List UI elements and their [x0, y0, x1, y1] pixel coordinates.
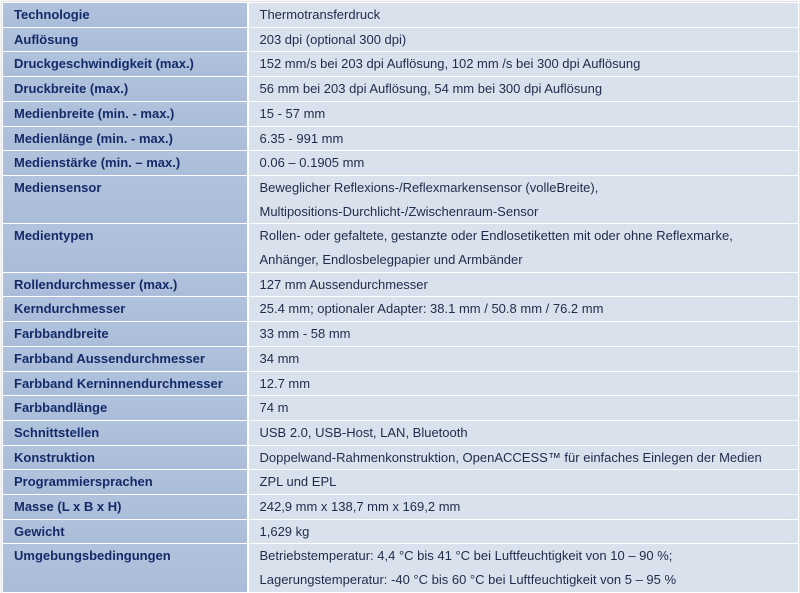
spec-label: Farbband Kerninnendurchmesser [3, 371, 248, 396]
spec-value-line: 33 mm - 58 mm [259, 326, 351, 342]
spec-value-line: 1,629 kg [259, 523, 310, 539]
spec-label: Medienbreite (min. - max.) [3, 101, 248, 126]
table-row [3, 175, 799, 223]
spec-value [248, 519, 799, 544]
table-row [3, 420, 799, 445]
spec-label: Konstruktion [3, 445, 248, 470]
spec-value-line: 6.35 - 991 mm [259, 130, 344, 146]
spec-label: Umgebungsbedingungen [3, 544, 248, 592]
spec-value-line: Betriebstemperatur: 4,4 °C bis 41 °C bei Luftfeuchtigkeit von 10 – 90 %; [259, 548, 673, 564]
spec-value-line: 74 m [259, 400, 289, 416]
spec-value [248, 346, 799, 371]
table-row [3, 495, 799, 520]
spec-value-line: Rollen- oder gefaltete, gestanzte oder Endlosetiketten mit oder ohne Reflexmarke, [259, 228, 733, 244]
spec-value [248, 101, 799, 126]
spec-value [248, 495, 799, 520]
spec-label: Farbbandlänge [3, 396, 248, 421]
spec-value-line: 56 mm bei 203 dpi Auflösung, 54 mm bei 300 dpi Auflösung [259, 81, 603, 97]
spec-label: Programmiersprachen [3, 470, 248, 495]
spec-value-line: Beweglicher Reflexions-/Reflexmarkensensor (volleBreite), [259, 179, 599, 195]
spec-value-line: 127 mm Aussendurchmesser [259, 276, 428, 292]
spec-value [248, 470, 799, 495]
table-row [3, 101, 799, 126]
spec-value [248, 175, 799, 223]
spec-value-line: 203 dpi (optional 300 dpi) [259, 31, 407, 47]
spec-value-line: 15 - 57 mm [259, 105, 326, 121]
spec-label: Farbband Aussendurchmesser [3, 346, 248, 371]
spec-value-line: 0.06 – 0.1905 mm [259, 155, 365, 171]
table-row [3, 77, 799, 102]
table-row [3, 396, 799, 421]
table-row [3, 346, 799, 371]
spec-label: Medienstärke (min. – max.) [3, 151, 248, 176]
spec-label: Rollendurchmesser (max.) [3, 272, 248, 297]
spec-value [248, 3, 799, 28]
table-row [3, 52, 799, 77]
spec-value-line: 242,9 mm x 138,7 mm x 169,2 mm [259, 499, 461, 515]
spec-label: Technologie [3, 3, 248, 28]
spec-value [248, 396, 799, 421]
spec-value [248, 52, 799, 77]
spec-value [248, 544, 799, 592]
spec-value-line: Anhänger, Endlosbelegpapier und Armbänder [259, 252, 523, 268]
spec-value-line: Multipositions-Durchlicht-/Zwischenraum-Sensor [259, 203, 539, 219]
spec-table [2, 2, 799, 593]
table-row [3, 322, 799, 347]
table-row [3, 151, 799, 176]
spec-value [248, 420, 799, 445]
spec-label: Druckgeschwindigkeit (max.) [3, 52, 248, 77]
spec-value-line: Thermotransferdruck [259, 7, 381, 22]
spec-label: Gewicht [3, 519, 248, 544]
table-row [3, 126, 799, 151]
table-row [3, 297, 799, 322]
spec-label: Mediensensor [3, 175, 248, 223]
spec-value [248, 77, 799, 102]
spec-value [248, 445, 799, 470]
spec-label: Druckbreite (max.) [3, 77, 248, 102]
spec-value-line: 12.7 mm [259, 375, 311, 391]
spec-value-line: Lagerungstemperatur: -40 °C bis 60 °C bei Luftfeuchtigkeit von 5 – 95 % [259, 572, 677, 588]
spec-value [248, 371, 799, 396]
spec-value-line: ZPL und EPL [259, 474, 337, 490]
spec-value [248, 272, 799, 297]
spec-table-body [3, 3, 799, 593]
spec-label: Medienlänge (min. - max.) [3, 126, 248, 151]
spec-value [248, 151, 799, 176]
table-row [3, 3, 799, 28]
spec-label: Kerndurchmesser [3, 297, 248, 322]
table-row [3, 224, 799, 272]
spec-value [248, 27, 799, 52]
spec-value-line: 152 mm/s bei 203 dpi Auflösung, 102 mm /s bei 300 dpi Auflösung [259, 56, 641, 72]
spec-label: Masse (L x B x H) [3, 495, 248, 520]
spec-label: Schnittstellen [3, 420, 248, 445]
spec-value-line: USB 2.0, USB-Host, LAN, Bluetooth [259, 424, 468, 440]
table-row [3, 544, 799, 592]
table-row [3, 470, 799, 495]
spec-value-line: Doppelwand-Rahmenkonstruktion, OpenACCESS™ für einfaches Einlegen der Medien [259, 449, 762, 465]
table-row [3, 445, 799, 470]
spec-value-line: 25.4 mm; optionaler Adapter: 38.1 mm / 50.8 mm / 76.2 mm [259, 301, 604, 317]
table-row [3, 371, 799, 396]
table-row [3, 519, 799, 544]
spec-label: Farbbandbreite [3, 322, 248, 347]
table-row [3, 27, 799, 52]
spec-value [248, 224, 799, 272]
spec-label: Medientypen [3, 224, 248, 272]
spec-value [248, 297, 799, 322]
spec-label: Auflösung [3, 27, 248, 52]
spec-value [248, 322, 799, 347]
spec-value-line: 34 mm [259, 350, 300, 366]
spec-value [248, 126, 799, 151]
table-row [3, 272, 799, 297]
